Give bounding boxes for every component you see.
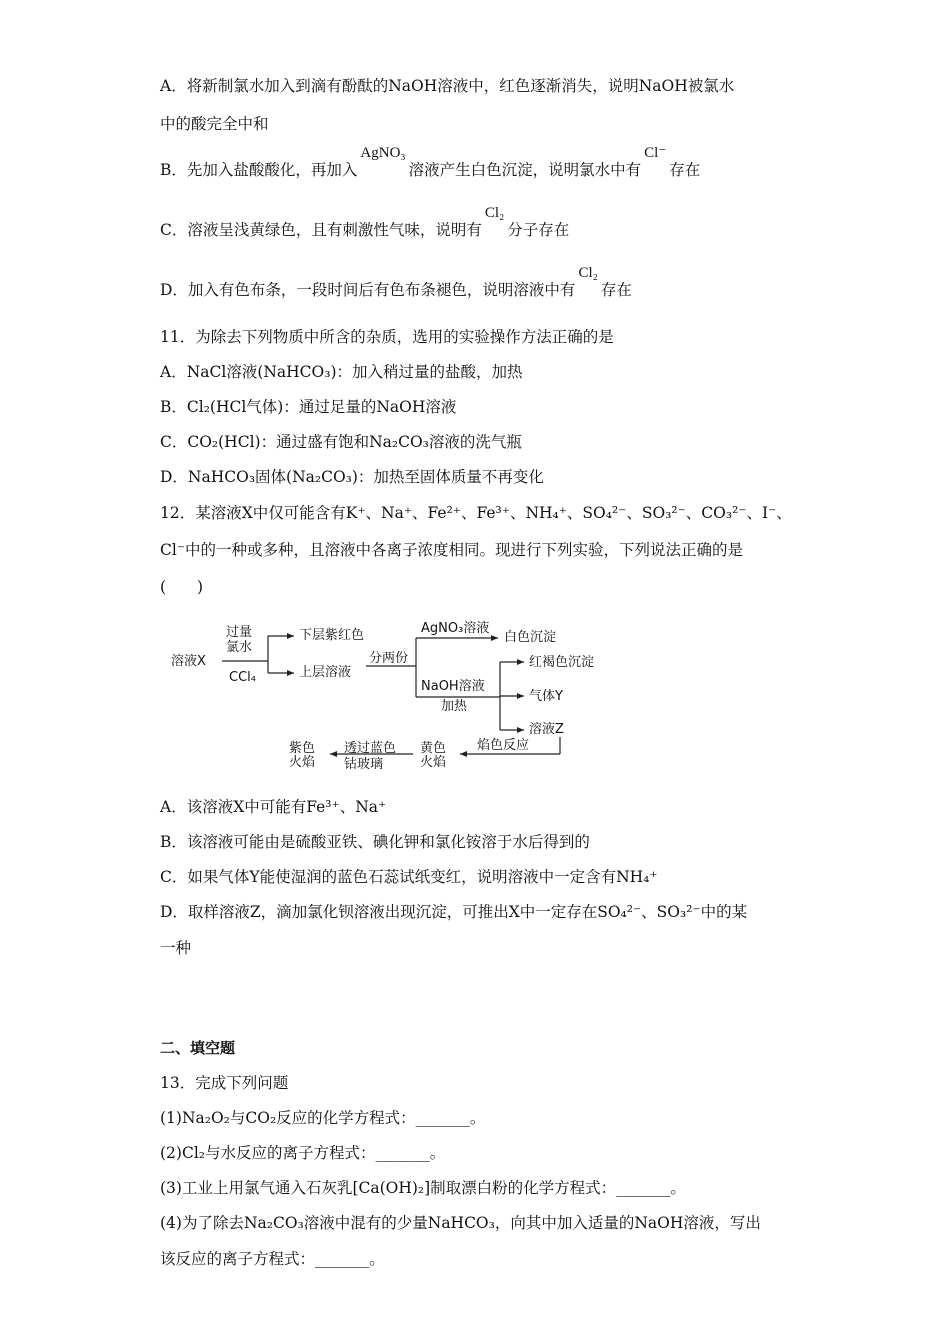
- diagram-reagent-ccl4: CCl₄: [229, 670, 256, 685]
- diagram-heat: 加热: [441, 699, 468, 714]
- formula-cl2: Cl₂: [484, 205, 505, 221]
- diagram-yellow-flame: 火焰: [420, 755, 447, 770]
- q10-c-suffix: 分子存在: [507, 221, 570, 239]
- q10-option-a-line1: A．将新制氯水加入到滴有酚酞的NaOH溶液中，红色逐渐消失，说明NaOH被氯水: [160, 77, 735, 95]
- diagram-solution-x: 溶液X: [171, 654, 206, 669]
- q10-c-prefix: C．溶液呈浅黄绿色，且有刺激性气味，说明有: [160, 221, 482, 239]
- diagram-yellow: 黄色: [420, 741, 447, 756]
- diagram-reagent-chlorine-water: 氯水: [226, 640, 253, 655]
- q13-part-4-line1: (4)为了除去Na₂CO₃溶液中混有的少量NaHCO₃，向其中加入适量的NaOH溶液，写出: [160, 1214, 761, 1232]
- q12-option-d-line2: 一种: [160, 939, 192, 957]
- q10-d-prefix: D．加入有色布条，一段时间后有色布条褪色，说明溶液中有: [160, 281, 576, 299]
- diagram-purple: 紫色: [289, 741, 316, 756]
- q10-b-suffix: 存在: [669, 161, 701, 179]
- q11-stem: 11．为除去下列物质中所含的杂质，选用的实验操作方法正确的是: [160, 328, 614, 346]
- diagram-naoh-reagent: NaOH溶液: [421, 679, 485, 694]
- diagram-reagent-excess: 过量: [226, 625, 253, 640]
- q11-option-c: C．CO₂(HCl)：通过盛有饱和Na₂CO₃溶液的洗气瓶: [160, 433, 522, 451]
- q12-stem-line1: 12．某溶液X中仅可能含有K⁺、Na⁺、Fe²⁺、Fe³⁺、NH₄⁺、SO₄²⁻、SO₃²⁻、CO₃²⁻、I⁻、: [160, 504, 792, 522]
- diagram-lower-layer: 下层紫红色: [299, 628, 365, 643]
- q13-part-2: (2)Cl₂与水反应的离子方程式：_______。: [160, 1144, 446, 1162]
- q12-stem-line2: Cl⁻中的一种或多种，且溶液中各离子浓度相同。现进行下列实验，下列说法正确的是: [160, 541, 744, 559]
- diagram-flame-test: 焰色反应: [477, 738, 530, 753]
- formula-agno3: AgNO₃: [360, 145, 406, 161]
- formula-chloride-ion: Cl⁻: [644, 145, 667, 161]
- diagram-through-blue: 透过蓝色: [344, 741, 397, 756]
- q12-option-d-line1: D．取样溶液Z，滴加氯化钡溶液出现沉淀，可推出X中一定存在SO₄²⁻、SO₃²⁻中的某: [160, 903, 748, 921]
- q13-part-3: (3)工业上用氯气通入石灰乳[Ca(OH)₂]制取漂白粉的化学方程式：_______。: [160, 1179, 686, 1197]
- q10-b-middle: 溶液产生白色沉淀，说明氯水中有: [408, 161, 642, 179]
- q10-option-a-line2: 中的酸完全中和: [160, 115, 269, 133]
- diagram-gas-y: 气体Y: [529, 689, 563, 704]
- q11-option-a: A．NaCl溶液(NaHCO₃)：加入稍过量的盐酸，加热: [160, 363, 523, 381]
- diagram-white-precipitate: 白色沉淀: [504, 630, 557, 645]
- diagram-solution-z: 溶液Z: [529, 722, 564, 737]
- diagram-red-brown-precipitate: 红褐色沉淀: [529, 655, 595, 670]
- q11-option-b: B．Cl₂(HCl气体)：通过足量的NaOH溶液: [160, 398, 457, 416]
- q12-option-b: B．该溶液可能由是硫酸亚铁、碘化钾和氯化铵溶于水后得到的: [160, 833, 590, 851]
- formula-cl2: Cl₂: [578, 265, 598, 281]
- diagram-purple-flame: 火焰: [289, 755, 316, 770]
- diagram-split-two: 分两份: [369, 651, 409, 666]
- q11-option-d: D．NaHCO₃固体(Na₂CO₃)：加热至固体质量不再变化: [160, 468, 544, 486]
- diagram-agno3-reagent: AgNO₃溶液: [421, 621, 490, 636]
- diagram-cobalt-glass: 钴玻璃: [344, 757, 384, 772]
- q12-stem-line3: ( ): [160, 578, 204, 596]
- q10-b-prefix: B．先加入盐酸酸化，再加入: [160, 161, 358, 179]
- q13-stem: 13．完成下列问题: [160, 1074, 289, 1092]
- q13-part-4-line2: 该反应的离子方程式：_______。: [160, 1250, 385, 1268]
- q12-option-a: A．该溶液X中可能有Fe³⁺、Na⁺: [160, 798, 387, 816]
- section-title: 二、填空题: [160, 1039, 236, 1057]
- q12-option-c: C．如果气体Y能使湿润的蓝色石蕊试纸变红，说明溶液中一定含有NH₄⁺: [160, 868, 658, 886]
- q10-d-suffix: 存在: [600, 281, 632, 299]
- q13-part-1: (1)Na₂O₂与CO₂反应的化学方程式：_______。: [160, 1109, 486, 1127]
- diagram-upper-layer: 上层溶液: [299, 665, 352, 680]
